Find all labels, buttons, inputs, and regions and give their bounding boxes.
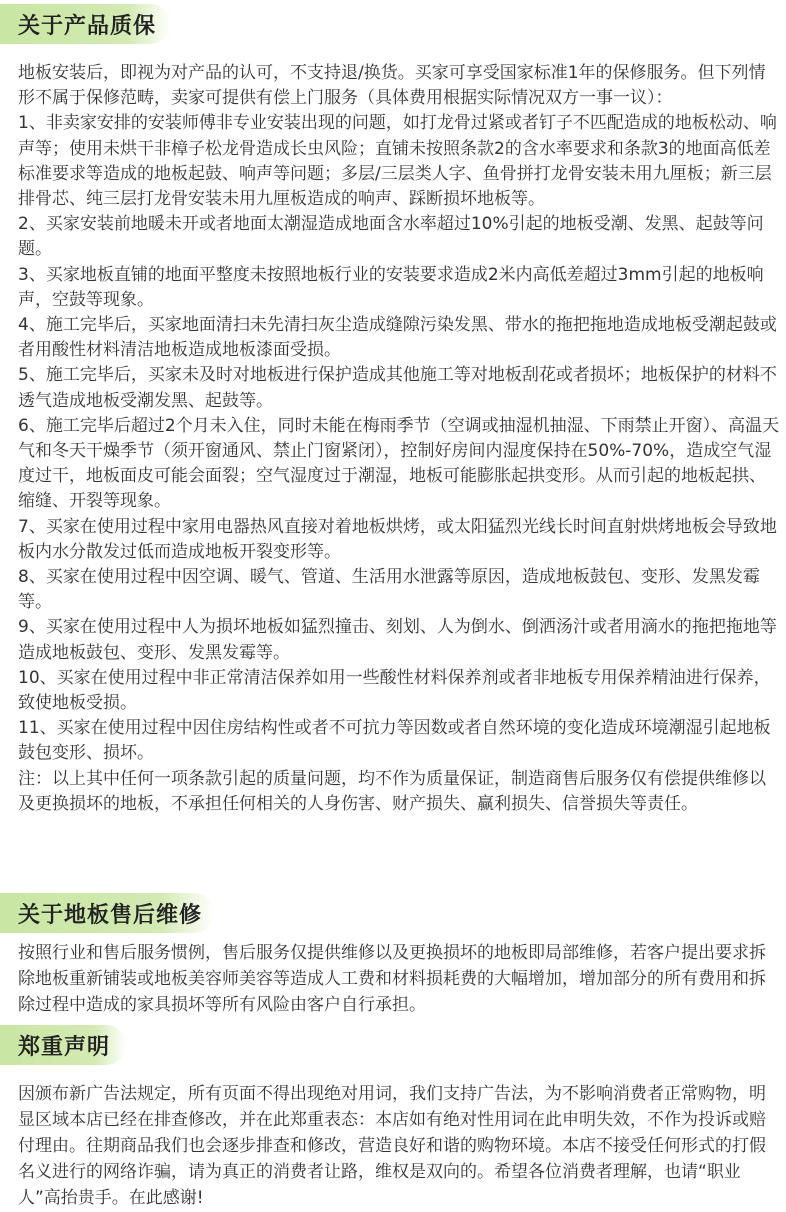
- warranty-clause-10: 10、买家在使用过程中非正常清洁保养如用一些酸性材料保养剂或者非地板专用保养精油进行保养，致使地板受损。: [18, 667, 771, 714]
- warranty-clause-3: 3、买家地板直铺的地面平整度未按照地板行业的安装要求造成2米内高低差超过3mm引起的地板响声，空鼓等现象。: [18, 264, 764, 310]
- statement-paragraph: 因颁布新广告法规定，所有页面不得出现绝对用词，我们支持广告法，为不影响消费者正常购物，明显区域本店已经在排查修改，并在此郑重表态：本店如有绝对性用词在此申明失效，不作为投诉或赔付理由。往期商品我们也会逐步排查和修改，营造良好和谐的购物环境。本店不接受任何形式的打假名义进行的网络诈骗，请为真正的消费者让路，维权是双向的。希望各位消费者理解，也请“职业人”高抬贵手。在此感谢!: [18, 1084, 766, 1208]
- section-title-solemn-statement: 郑重声明: [0, 1025, 126, 1065]
- section-title-product-warranty: 关于产品质保: [0, 4, 170, 44]
- warranty-clause-8: 8、买家在使用过程中因空调、暖气、管道、生活用水泄露等原因，造成地板鼓包、变形、发黑发霉等。: [18, 567, 760, 613]
- warranty-clause-5: 5、施工完毕后，买家未及时对地板进行保护造成其他施工等对地板刮花或者损坏；地板保护的材料不透气造成地板受潮发黑、起鼓等。: [18, 365, 777, 411]
- warranty-note-paragraph: 注：以上其中任何一项条款引起的质量问题，均不作为质量保证，制造商售后服务仅有偿提供维修以及更换损坏的地板，不承担任何相关的人身伤害、财产损失、赢利损失、信誉损失等责任。: [18, 768, 766, 814]
- warranty-clause-6: 6、施工完毕后超过2个月未入住，同时未能在梅雨季节（空调或抽湿机抽湿、下雨禁止开窗）、高温天气和冬天干燥季节（须开窗通风、禁止门窗紧闭），控制好房间内湿度保持在50%-70%，造成空气湿度过干，地板面皮可能会面裂；空气湿度过于潮湿，地板可能膨胀起拱变形。从而引起的地板起拱、缩缝、开裂等现象。: [18, 415, 780, 512]
- section-body-solemn-statement: [18, 1081, 780, 1211]
- warranty-clause-9: 9、买家在使用过程中人为损坏地板如猛烈撞击、刻划、人为倒水、倒洒汤汁或者用滴水的拖把拖地等造成地板鼓包、变形、发黑发霉等。: [18, 617, 777, 663]
- warranty-clause-1: 1、非卖家安排的安装师傅非专业安装出现的问题，如打龙骨过紧或者钉子不匹配造成的地板松动、响声等；使用未烘干非樟子松龙骨造成长虫风险；直铺未按照条款2的含水率要求和条款3的地面高低差标准要求等造成的地板起鼓、响声等问题；多层/三层类人字、鱼骨拼打龙骨安装未用九厘板；新三层排骨芯、纯三层打龙骨安装未用九厘板造成的响声、踩断损坏地板等。: [18, 113, 777, 210]
- after-sales-paragraph: 按照行业和售后服务惯例，售后服务仅提供维修以及更换损坏的地板即局部维修，若客户提出要求拆除地板重新铺装或地板美容师美容等造成人工费和材料损耗费的大幅增加，增加部分的所有费用和拆除过程中造成的家具损坏等所有风险由客户自行承担。: [18, 943, 766, 1015]
- warranty-clause-4: 4、施工完毕后，买家地面清扫未先清扫灰尘造成缝隙污染发黑、带水的拖把拖地造成地板受潮起鼓或者用酸性材料清洁地板造成地板漆面受损。: [18, 315, 777, 361]
- section-body-product-warranty: [18, 61, 780, 817]
- warranty-clause-7: 7、买家在使用过程中家用电器热风直接对着地板烘烤，或太阳猛烈光线长时间直射烘烤地板会导致地板内水分散发过低而造成地板开裂变形等。: [18, 516, 777, 562]
- warranty-clause-2: 2、买家安装前地暖未开或者地面太潮湿造成地面含水率超过10%引起的地板受潮、发黑、起鼓等问题。: [18, 214, 764, 260]
- warranty-intro-paragraph: 地板安装后，即视为对产品的认可，不支持退/换货。买家可享受国家标准1年的保修服务。但下列情形不属于保修范畴，卖家可提供有偿上门服务（具体费用根据实际情况双方一事一议）：: [18, 63, 766, 109]
- warranty-clause-11: 11、买家在使用过程中因住房结构性或者不可抗力等因数或者自然环境的变化造成环境潮湿引起地板鼓包变形、损坏。: [18, 718, 771, 764]
- section-body-after-sales-repair: [18, 940, 780, 1018]
- section-title-after-sales-repair: 关于地板售后维修: [0, 893, 214, 933]
